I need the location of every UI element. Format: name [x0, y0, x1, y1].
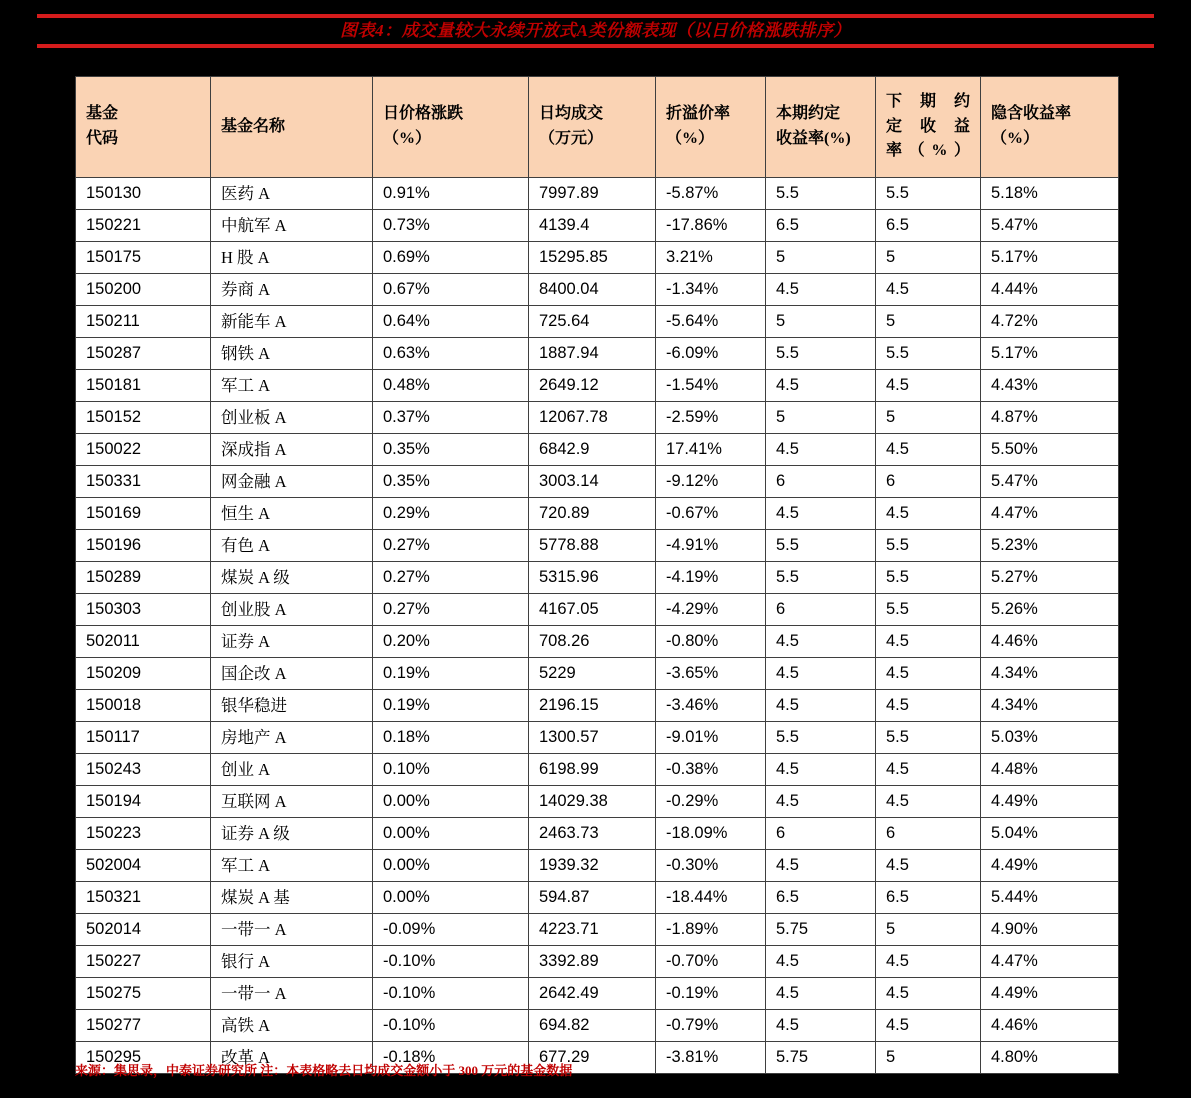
table-row [76, 850, 1119, 882]
cell-daily-price-change: 0.73% [373, 210, 529, 242]
table-row [76, 178, 1119, 210]
column-header-avg-daily-turnover [529, 77, 656, 178]
column-header-line: （万元） [539, 130, 604, 147]
column-header-line: （%） [991, 130, 1040, 147]
cell-avg-daily-turnover: 15295.85 [529, 242, 656, 274]
table-row [76, 978, 1119, 1010]
table-row [76, 274, 1119, 306]
table-body [76, 178, 1119, 1074]
cell-discount-premium-rate: -4.19% [656, 562, 766, 594]
cell-avg-daily-turnover: 720.89 [529, 498, 656, 530]
column-header-current-agreed-yield [766, 77, 876, 178]
cell-fund-name: 新能车 A [211, 306, 373, 338]
column-header-line: 基金 [86, 105, 119, 123]
cell-fund-name: 证券 A 级 [211, 818, 373, 850]
cell-discount-premium-rate: -0.67% [656, 498, 766, 530]
cell-daily-price-change: -0.10% [373, 1010, 529, 1042]
cell-daily-price-change: 0.00% [373, 882, 529, 914]
table-row [76, 786, 1119, 818]
cell-daily-price-change: 0.00% [373, 818, 529, 850]
cell-fund-name: 军工 A [211, 850, 373, 882]
cell-fund-code: 150018 [76, 690, 211, 722]
cell-current-agreed-yield: 5.5 [766, 530, 876, 562]
cell-discount-premium-rate: -18.09% [656, 818, 766, 850]
cell-daily-price-change: 0.18% [373, 722, 529, 754]
table-row [76, 594, 1119, 626]
cell-avg-daily-turnover: 5778.88 [529, 530, 656, 562]
cell-avg-daily-turnover: 4167.05 [529, 594, 656, 626]
cell-discount-premium-rate: -3.65% [656, 658, 766, 690]
column-header-line: 定收益 [886, 117, 970, 135]
cell-next-agreed-yield: 4.5 [876, 946, 981, 978]
cell-implied-yield: 5.47% [981, 210, 1119, 242]
cell-current-agreed-yield: 5.5 [766, 722, 876, 754]
cell-fund-name: 一带一 A [211, 978, 373, 1010]
cell-fund-code: 150117 [76, 722, 211, 754]
cell-next-agreed-yield: 5 [876, 306, 981, 338]
cell-daily-price-change: 0.19% [373, 658, 529, 690]
cell-daily-price-change: -0.10% [373, 946, 529, 978]
cell-discount-premium-rate: -17.86% [656, 210, 766, 242]
table-row [76, 370, 1119, 402]
cell-current-agreed-yield: 4.5 [766, 658, 876, 690]
cell-current-agreed-yield: 5.5 [766, 338, 876, 370]
cell-implied-yield: 4.72% [981, 306, 1119, 338]
cell-avg-daily-turnover: 708.26 [529, 626, 656, 658]
cell-next-agreed-yield: 4.5 [876, 754, 981, 786]
table-row [76, 498, 1119, 530]
cell-current-agreed-yield: 5.75 [766, 1042, 876, 1074]
cell-daily-price-change: 0.00% [373, 850, 529, 882]
column-header-line: 收益率(%) [776, 130, 851, 147]
cell-implied-yield: 5.23% [981, 530, 1119, 562]
cell-avg-daily-turnover: 1300.57 [529, 722, 656, 754]
cell-daily-price-change: -0.18% [373, 1042, 529, 1074]
column-header-line: 率（%） [886, 142, 970, 160]
table-row [76, 626, 1119, 658]
cell-daily-price-change: -0.10% [373, 978, 529, 1010]
cell-implied-yield: 5.18% [981, 178, 1119, 210]
cell-discount-premium-rate: -6.09% [656, 338, 766, 370]
cell-current-agreed-yield: 4.5 [766, 690, 876, 722]
table-row [76, 754, 1119, 786]
cell-avg-daily-turnover: 7997.89 [529, 178, 656, 210]
cell-daily-price-change: 0.67% [373, 274, 529, 306]
column-header-implied-yield [981, 77, 1119, 178]
cell-fund-name: 创业板 A [211, 402, 373, 434]
cell-avg-daily-turnover: 677.29 [529, 1042, 656, 1074]
title-rule-bottom [37, 44, 1154, 48]
cell-fund-code: 150303 [76, 594, 211, 626]
cell-fund-code: 150277 [76, 1010, 211, 1042]
cell-avg-daily-turnover: 594.87 [529, 882, 656, 914]
cell-avg-daily-turnover: 725.64 [529, 306, 656, 338]
cell-implied-yield: 4.46% [981, 1010, 1119, 1042]
cell-fund-code: 150211 [76, 306, 211, 338]
cell-implied-yield: 4.46% [981, 626, 1119, 658]
cell-current-agreed-yield: 4.5 [766, 946, 876, 978]
cell-fund-code: 150181 [76, 370, 211, 402]
cell-discount-premium-rate: -0.80% [656, 626, 766, 658]
cell-current-agreed-yield: 4.5 [766, 274, 876, 306]
cell-avg-daily-turnover: 5315.96 [529, 562, 656, 594]
cell-next-agreed-yield: 4.5 [876, 1010, 981, 1042]
table-row [76, 402, 1119, 434]
cell-avg-daily-turnover: 1939.32 [529, 850, 656, 882]
cell-next-agreed-yield: 4.5 [876, 370, 981, 402]
column-header-line: 折溢价率 [666, 105, 731, 123]
table-row [76, 882, 1119, 914]
cell-current-agreed-yield: 6 [766, 818, 876, 850]
cell-avg-daily-turnover: 6198.99 [529, 754, 656, 786]
source-footnote: 来源：集思录，中泰证券研究所 注：本表格略去日均成交金额小于 300 万元的基金数据 [75, 1063, 573, 1078]
cell-fund-code: 150227 [76, 946, 211, 978]
cell-next-agreed-yield: 6 [876, 818, 981, 850]
cell-discount-premium-rate: -0.29% [656, 786, 766, 818]
fund-performance-table [75, 76, 1119, 1074]
cell-current-agreed-yield: 5 [766, 402, 876, 434]
cell-implied-yield: 5.47% [981, 466, 1119, 498]
cell-fund-name: 恒生 A [211, 498, 373, 530]
cell-current-agreed-yield: 5.75 [766, 914, 876, 946]
cell-next-agreed-yield: 5 [876, 242, 981, 274]
cell-daily-price-change: 0.27% [373, 594, 529, 626]
cell-fund-name: 创业 A [211, 754, 373, 786]
table-row [76, 658, 1119, 690]
cell-discount-premium-rate: -5.87% [656, 178, 766, 210]
cell-current-agreed-yield: 5.5 [766, 562, 876, 594]
cell-avg-daily-turnover: 1887.94 [529, 338, 656, 370]
cell-implied-yield: 4.49% [981, 978, 1119, 1010]
cell-fund-code: 150200 [76, 274, 211, 306]
cell-fund-name: 房地产 A [211, 722, 373, 754]
cell-daily-price-change: 0.64% [373, 306, 529, 338]
cell-avg-daily-turnover: 2463.73 [529, 818, 656, 850]
cell-fund-code: 150287 [76, 338, 211, 370]
cell-next-agreed-yield: 4.5 [876, 690, 981, 722]
cell-current-agreed-yield: 4.5 [766, 434, 876, 466]
cell-fund-code: 502011 [76, 626, 211, 658]
cell-discount-premium-rate: -0.30% [656, 850, 766, 882]
column-header-line: 日均成交 [539, 105, 604, 123]
table-row [76, 690, 1119, 722]
cell-fund-name: 有色 A [211, 530, 373, 562]
cell-daily-price-change: 0.29% [373, 498, 529, 530]
cell-next-agreed-yield: 4.5 [876, 978, 981, 1010]
cell-discount-premium-rate: -0.70% [656, 946, 766, 978]
cell-avg-daily-turnover: 6842.9 [529, 434, 656, 466]
cell-discount-premium-rate: -4.29% [656, 594, 766, 626]
cell-implied-yield: 5.04% [981, 818, 1119, 850]
table-row [76, 530, 1119, 562]
cell-next-agreed-yield: 4.5 [876, 658, 981, 690]
cell-implied-yield: 5.27% [981, 562, 1119, 594]
cell-fund-name: 医药 A [211, 178, 373, 210]
cell-current-agreed-yield: 6 [766, 466, 876, 498]
cell-daily-price-change: 0.00% [373, 786, 529, 818]
cell-fund-code: 150289 [76, 562, 211, 594]
table-row [76, 466, 1119, 498]
cell-next-agreed-yield: 4.5 [876, 434, 981, 466]
cell-avg-daily-turnover: 2196.15 [529, 690, 656, 722]
cell-implied-yield: 4.48% [981, 754, 1119, 786]
cell-next-agreed-yield: 6 [876, 466, 981, 498]
cell-discount-premium-rate: -9.01% [656, 722, 766, 754]
cell-current-agreed-yield: 5 [766, 242, 876, 274]
cell-implied-yield: 4.34% [981, 690, 1119, 722]
cell-daily-price-change: 0.27% [373, 530, 529, 562]
cell-fund-code: 150169 [76, 498, 211, 530]
cell-discount-premium-rate: -18.44% [656, 882, 766, 914]
cell-current-agreed-yield: 6 [766, 594, 876, 626]
cell-fund-name: 银行 A [211, 946, 373, 978]
cell-avg-daily-turnover: 694.82 [529, 1010, 656, 1042]
cell-implied-yield: 5.26% [981, 594, 1119, 626]
cell-discount-premium-rate: -1.89% [656, 914, 766, 946]
cell-implied-yield: 4.49% [981, 850, 1119, 882]
cell-fund-code: 150243 [76, 754, 211, 786]
cell-next-agreed-yield: 4.5 [876, 274, 981, 306]
cell-current-agreed-yield: 6.5 [766, 882, 876, 914]
cell-implied-yield: 4.47% [981, 498, 1119, 530]
cell-current-agreed-yield: 4.5 [766, 850, 876, 882]
cell-discount-premium-rate: 17.41% [656, 434, 766, 466]
column-header-line: （%） [383, 130, 432, 147]
cell-fund-code: 150152 [76, 402, 211, 434]
cell-fund-code: 150331 [76, 466, 211, 498]
cell-avg-daily-turnover: 12067.78 [529, 402, 656, 434]
table-row [76, 562, 1119, 594]
cell-implied-yield: 4.34% [981, 658, 1119, 690]
cell-avg-daily-turnover: 2649.12 [529, 370, 656, 402]
cell-daily-price-change: 0.63% [373, 338, 529, 370]
cell-discount-premium-rate: -9.12% [656, 466, 766, 498]
cell-daily-price-change: 0.37% [373, 402, 529, 434]
cell-current-agreed-yield: 4.5 [766, 754, 876, 786]
cell-discount-premium-rate: -0.38% [656, 754, 766, 786]
cell-daily-price-change: -0.09% [373, 914, 529, 946]
cell-current-agreed-yield: 6.5 [766, 210, 876, 242]
cell-fund-code: 150321 [76, 882, 211, 914]
cell-next-agreed-yield: 4.5 [876, 850, 981, 882]
cell-implied-yield: 4.90% [981, 914, 1119, 946]
table-row [76, 306, 1119, 338]
cell-fund-name: 创业股 A [211, 594, 373, 626]
cell-fund-name: 煤炭 A 基 [211, 882, 373, 914]
table-row [76, 818, 1119, 850]
table-row [76, 914, 1119, 946]
cell-fund-name: 银华稳进 [211, 690, 373, 722]
cell-discount-premium-rate: -1.54% [656, 370, 766, 402]
cell-current-agreed-yield: 4.5 [766, 978, 876, 1010]
cell-daily-price-change: 0.35% [373, 434, 529, 466]
cell-fund-name: 国企改 A [211, 658, 373, 690]
cell-discount-premium-rate: -0.19% [656, 978, 766, 1010]
cell-daily-price-change: 0.10% [373, 754, 529, 786]
column-header-line: 下期约 [886, 92, 970, 110]
cell-fund-name: 煤炭 A 级 [211, 562, 373, 594]
cell-next-agreed-yield: 4.5 [876, 498, 981, 530]
cell-implied-yield: 5.03% [981, 722, 1119, 754]
cell-current-agreed-yield: 5 [766, 306, 876, 338]
cell-discount-premium-rate: -2.59% [656, 402, 766, 434]
cell-fund-code: 150175 [76, 242, 211, 274]
cell-current-agreed-yield: 4.5 [766, 498, 876, 530]
cell-discount-premium-rate: -4.91% [656, 530, 766, 562]
cell-current-agreed-yield: 4.5 [766, 1010, 876, 1042]
column-header-fund-code [76, 77, 211, 178]
cell-fund-code: 150295 [76, 1042, 211, 1074]
cell-next-agreed-yield: 5.5 [876, 178, 981, 210]
page-title: 图表4：成交量较大永续开放式A类份额表现（以日价格涨跌排序） [340, 21, 851, 40]
cell-daily-price-change: 0.91% [373, 178, 529, 210]
cell-avg-daily-turnover: 3392.89 [529, 946, 656, 978]
table-header-row [76, 77, 1119, 178]
cell-next-agreed-yield: 5.5 [876, 562, 981, 594]
cell-avg-daily-turnover: 4223.71 [529, 914, 656, 946]
cell-discount-premium-rate: -1.34% [656, 274, 766, 306]
cell-fund-name: 深成指 A [211, 434, 373, 466]
cell-fund-name: 改革 A [211, 1042, 373, 1074]
cell-daily-price-change: 0.35% [373, 466, 529, 498]
cell-fund-code: 150022 [76, 434, 211, 466]
cell-daily-price-change: 0.69% [373, 242, 529, 274]
cell-discount-premium-rate: -3.46% [656, 690, 766, 722]
cell-next-agreed-yield: 4.5 [876, 786, 981, 818]
cell-fund-name: 网金融 A [211, 466, 373, 498]
cell-fund-code: 502014 [76, 914, 211, 946]
table-row [76, 946, 1119, 978]
cell-next-agreed-yield: 5.5 [876, 338, 981, 370]
cell-fund-code: 150275 [76, 978, 211, 1010]
cell-next-agreed-yield: 5 [876, 402, 981, 434]
cell-daily-price-change: 0.27% [373, 562, 529, 594]
cell-next-agreed-yield: 5 [876, 1042, 981, 1074]
cell-avg-daily-turnover: 8400.04 [529, 274, 656, 306]
cell-current-agreed-yield: 4.5 [766, 370, 876, 402]
cell-avg-daily-turnover: 4139.4 [529, 210, 656, 242]
cell-fund-name: 互联网 A [211, 786, 373, 818]
chart-title-block [37, 14, 1154, 48]
column-header-fund-name [211, 77, 373, 178]
cell-next-agreed-yield: 6.5 [876, 882, 981, 914]
table-row [76, 338, 1119, 370]
cell-implied-yield: 4.47% [981, 946, 1119, 978]
cell-fund-name: 一带一 A [211, 914, 373, 946]
cell-fund-code: 150130 [76, 178, 211, 210]
cell-next-agreed-yield: 4.5 [876, 626, 981, 658]
table-row [76, 210, 1119, 242]
column-header-next-agreed-yield [876, 77, 981, 178]
cell-next-agreed-yield: 6.5 [876, 210, 981, 242]
cell-implied-yield: 4.80% [981, 1042, 1119, 1074]
cell-fund-code: 502004 [76, 850, 211, 882]
cell-daily-price-change: 0.48% [373, 370, 529, 402]
cell-fund-code: 150194 [76, 786, 211, 818]
cell-fund-name: 证券 A [211, 626, 373, 658]
cell-current-agreed-yield: 5.5 [766, 178, 876, 210]
cell-implied-yield: 5.17% [981, 242, 1119, 274]
cell-fund-name: 高铁 A [211, 1010, 373, 1042]
cell-avg-daily-turnover: 5229 [529, 658, 656, 690]
column-header-line: 代码 [86, 130, 119, 147]
cell-daily-price-change: 0.20% [373, 626, 529, 658]
cell-fund-name: 券商 A [211, 274, 373, 306]
cell-implied-yield: 4.87% [981, 402, 1119, 434]
column-header-line: 基金名称 [221, 117, 286, 135]
cell-discount-premium-rate: -5.64% [656, 306, 766, 338]
cell-avg-daily-turnover: 2642.49 [529, 978, 656, 1010]
cell-avg-daily-turnover: 3003.14 [529, 466, 656, 498]
column-header-line: 隐含收益率 [991, 105, 1072, 123]
cell-implied-yield: 5.50% [981, 434, 1119, 466]
column-header-line: 日价格涨跌 [383, 105, 464, 123]
cell-daily-price-change: 0.19% [373, 690, 529, 722]
cell-avg-daily-turnover: 14029.38 [529, 786, 656, 818]
cell-fund-name: 中航军 A [211, 210, 373, 242]
cell-fund-code: 150196 [76, 530, 211, 562]
cell-implied-yield: 4.49% [981, 786, 1119, 818]
column-header-line: （%） [666, 130, 715, 147]
cell-next-agreed-yield: 5 [876, 914, 981, 946]
cell-fund-name: 军工 A [211, 370, 373, 402]
cell-next-agreed-yield: 5.5 [876, 722, 981, 754]
cell-current-agreed-yield: 4.5 [766, 626, 876, 658]
column-header-discount-premium-rate [656, 77, 766, 178]
cell-fund-code: 150209 [76, 658, 211, 690]
column-header-daily-price-change [373, 77, 529, 178]
cell-fund-code: 150221 [76, 210, 211, 242]
cell-fund-name: H 股 A [211, 242, 373, 274]
column-header-line: 本期约定 [776, 105, 841, 123]
table-row [76, 434, 1119, 466]
cell-discount-premium-rate: -3.81% [656, 1042, 766, 1074]
cell-current-agreed-yield: 4.5 [766, 786, 876, 818]
table-row [76, 1010, 1119, 1042]
cell-implied-yield: 5.17% [981, 338, 1119, 370]
cell-implied-yield: 4.43% [981, 370, 1119, 402]
cell-fund-name: 钢铁 A [211, 338, 373, 370]
cell-next-agreed-yield: 5.5 [876, 594, 981, 626]
cell-implied-yield: 4.44% [981, 274, 1119, 306]
cell-fund-code: 150223 [76, 818, 211, 850]
table-row [76, 722, 1119, 754]
table-row [76, 242, 1119, 274]
cell-next-agreed-yield: 5.5 [876, 530, 981, 562]
cell-discount-premium-rate: -0.79% [656, 1010, 766, 1042]
cell-discount-premium-rate: 3.21% [656, 242, 766, 274]
cell-implied-yield: 5.44% [981, 882, 1119, 914]
